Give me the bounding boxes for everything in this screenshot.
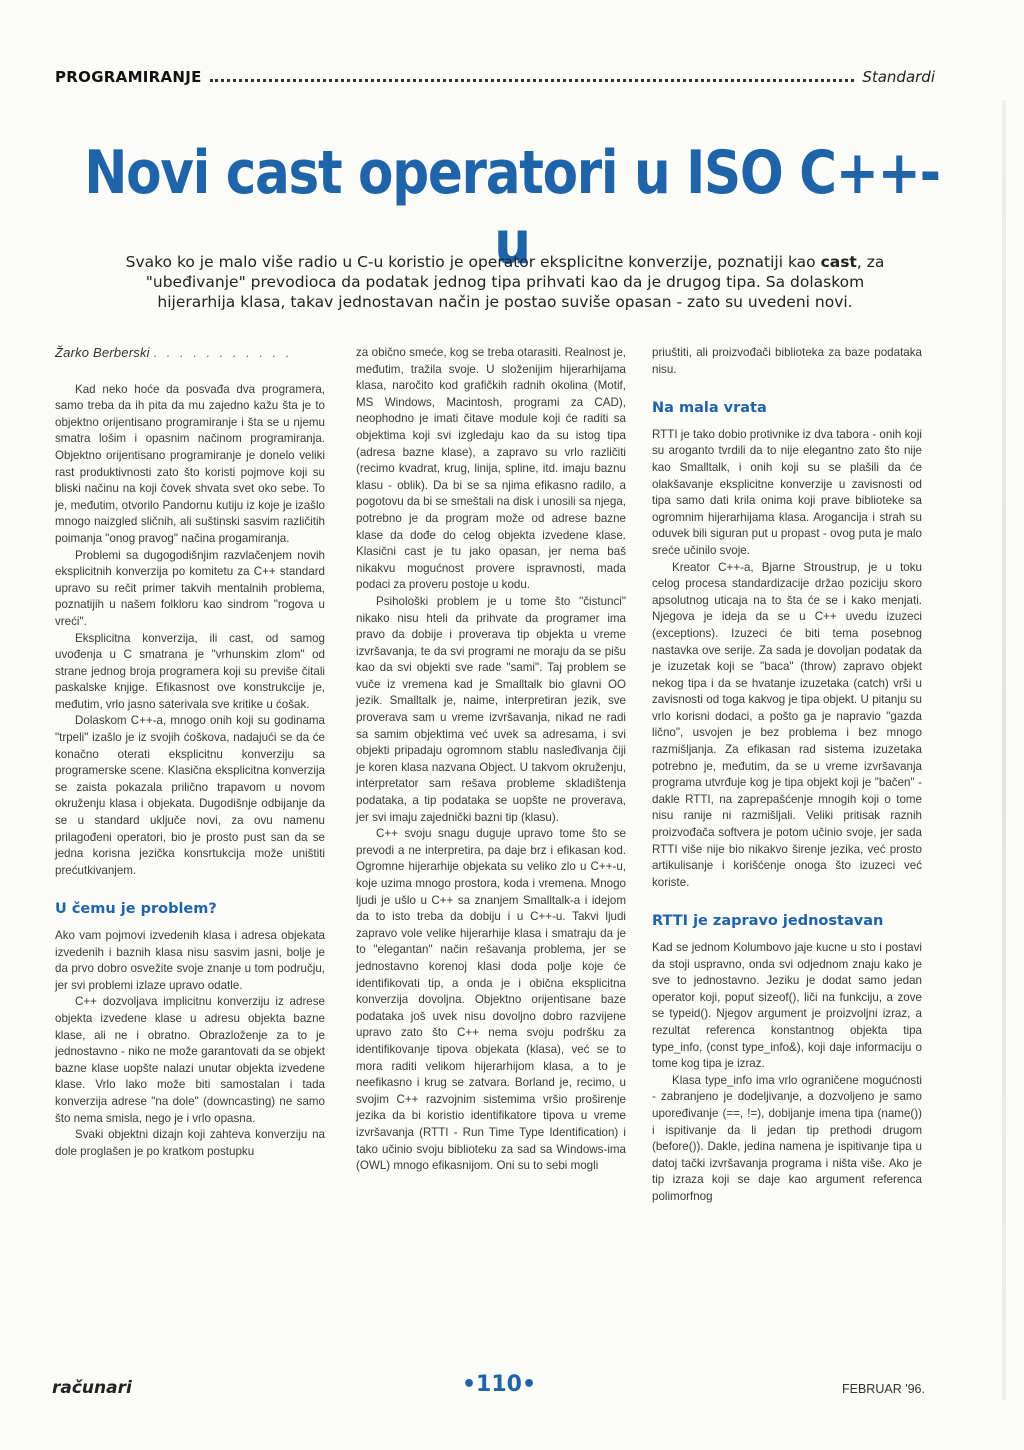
paragraph: Kreator C++-a, Bjarne Stroustrup, je u toku celog procesa standardizacije držao poziciju skoro apsolutnog uticaja na to šta će se i kako menjati. Njegova je ideja da se u C++ uvedu izuzeci (exceptions). Izuzeci će biti tema posebnog nastavka ove serije. Za sada je dovoljan podatak da je izuzetak koji se "baca" (throw) zapravo objekt nekog tipa i da se hvatanje izuzetaka (catch) vrši u zavisnosti od toga kakvog je tipa objekt. U pitanju su vrlo korisni dodaci, a pošto ga je napravio "gazda lično", usvojen je bez problema i bez mnogo razmišljanja. Za efikasan rad sistema izuzetaka potrebno je, međutim, da se u vreme izvršavanja programa utvrđuje kog je tipa objekt koji je "bačen" - dakle RTTI, na zaprepašćenje mnogih koji o tome nisu ranije ni razmišljali. Veliki pritisak raznih proizvođača softvera je potom učinio svoje, jer sada RTTI više nije bio nikakvo širenje jezika, već prosto artikulisanje i korišćenje onoga što izuzeci već koriste. (652, 560, 922, 889)
lead-text-2: , za "ubeđivanje" prevodioca da podatak jednog tipa prihvati kao da je drugog tipa. Sa dolaskom hijerarhija klasa, takav jednostavan način je postao suviše opasan - zato su uvedeni novi. (145, 253, 885, 311)
author-dots: . . . . . . . . . . . (153, 345, 293, 360)
magazine-name: računari (52, 1378, 132, 1398)
paragraph: C++ svoju snagu duguje upravo tome što se prevodi a ne interpretira, pa daje brz i efikasan kod. Ogromne hijerarhije objekata su veliko zlo u C++-u, koje uzima mnogo prostora, koda i vremena. Mnogo ljudi je ušlo u C++ sa znanjem Smalltalk-a i idejom da to isto treba da dobiju i u C++-u. Takvi ljudi zapravo vole velike hijerarhije klasa i smatraju da je to "elegantan" način rešavanja problema, jer se jednostavno korenoj klasi doda polje koje će identifikovati tip, a onda je i obična eksplicitna konverzija dovoljna. Objektno orijentisane baze podataka još uvek nisu dovoljno dobro razvijene upravo zato što C++ nema svoju podršku za identifikovanje tipova objekata (klasa), već se to mora raditi velikom hijerarhijom klasa, a to je neefikasno i krug se zatvara. Borland je, recimo, u svojim C++ razvojnim sistemima vršio proširenje jezika da bi koristio identifikatore tipova u vreme izvršavanja (RTTI - Run Time Type Identification) i tako učinio svoju biblioteku za sad sa Windows-ima (OWL) mnogo efikasnijom. Oni su to sebi mogli (356, 827, 626, 1173)
paragraph: Svaki objektni dizajn koji zahteva konverziju na dole proglašen je po kratkom postupku (55, 1128, 325, 1158)
section-heading: U čemu je problem? (55, 901, 217, 918)
column-2 (356, 345, 626, 1175)
header-dot-leader (210, 78, 855, 82)
paragraph: Ako vam pojmovi izvedenih klasa i adresa objekata izvedenih i baznih klasa nisu sasvim jasni, bolje je da prvo dobro osvežite svoje znanje u tom području, jer svi problemi izlaze upravo odatle. (55, 929, 325, 992)
lead-bold-term: cast (820, 253, 857, 271)
lead-text-1: Svako ko je malo više radio u C-u koristio je operator eksplicitne konverzije, poznatiji kao (125, 253, 821, 271)
paragraph: RTTI je tako dobio protivnike iz dva tabora - onih koji su aroganto tvrdili da to nije elegantno zato što nije kao Smalltalk, i onih koji su se plašili da će olakšavanje eksplicitne konverzije u zavisnosti od tipa samo dati krila onima koji prave biblioteke sa ogromnim hijerarhijama klasa. Arogancija i strah su oduvek bili siguran put u propast - ovog puta je malo sreće učinilo svoje. (652, 427, 922, 557)
author-name: Žarko Berberski (55, 345, 150, 360)
paragraph: Kad neko hoće da posvađa dva programera, samo treba da ih pita da mu zajedno kažu šta je to objektno orijentisano programiranje i šta se u njemu smatra lošim i opasnim načinom programiranja. Objektno orijentisano programiranje je donelo veliki rast produktivnosti zato što koristi pojmove koji su bliski načinu na koji čovek shvata svet oko sebe. To je, međutim, otvorilo Pandornu kutiju iz koje je izašlo mnogo naizgled sličnih, ali suštinski sasvim različitih poimanja "onog pravog" načina progamiranja. (55, 382, 325, 545)
paragraph: Psihološki problem je u tome što "čistunci" nikako nisu hteli da prihvate da programer ima pravo da dobije i proverava tip objekta u vreme izvršavanja, te da svi programi ne moraju da se pišu kao da svi objekti sve rade "sami". Taj problem se vuče iz vremena kad je Smalltalk bio glavni OO jezik. Smalltalk je, naime, interpretiran jezik, sve proverava sam u vreme izvršavanja, nikad ne radi sa samim objektima već uvek sa adresama, i svi objekti pripadaju ogromnom stablu nasleđivanja čiji je koren klasa nazvana Object. U takvom okruženju, interpretator sam rešava probleme skladištenja podataka, a tip podataka se uopšte ne proverava, jer svi imaju zajednički bazni tip (klasu). (356, 594, 626, 824)
page-number: •110• (462, 1372, 537, 1397)
paragraph: Klasa type_info ima vrlo ograničene mogućnosti - zabranjeno je dodeljivanje, a dozvoljeno je samo upoređivanje (==, !=), dobijanje imena tipa (name()) i ispitivanje da li jedan tip prethodi drugom (before()). Dakle, jedina namena je ispitivanje tipa u datoj tački izvršavanja programa i ništa više. Ako je tip izraza koji se daje kao argument referenca polimorfnog (652, 1073, 922, 1203)
paragraph: Kad se jednom Kolumbovo jaje kucne u sto i postavi da stoji uspravno, onda svi odjednom znaju kako je sve to jednostavno. Jeziku je dodat samo jedan operator koji, poput sizeof(), liči na funkciju, a zove se typeid(). Njegov argument je proizvoljni izraz, a rezultat referenca konstantnog objekta tipa type_info, (const type_info&), koji daje informaciju o tome kog tipa je izraz. (652, 941, 922, 1071)
column-3 (652, 345, 922, 1206)
paragraph: Problemi sa dugogodišnjim razvlačenjem novih eksplicitnih konverzija po komitetu za C++ standard upravo su rečit primer takvih mentalnih problema, poznatijih u našem folkloru kao sindrom "rogova u vreći". (55, 548, 325, 628)
category-label: Standardi (862, 68, 935, 86)
issue-date: FEBRUAR '96. (842, 1382, 925, 1396)
paragraph: Eksplicitna konverzija, ili cast, od samog uvođenja u C smatrana je "vrhunskim zlom" od strane jednog broja programera koji su previše čitali paskalske knjige. Efikasnost ove konstrukcije je, međutim, vrlo jasno saterivala sve kritike u ćošak. (55, 631, 325, 711)
page-edge (1002, 100, 1006, 1400)
article-title: Novi cast operatori u ISO C++-u (84, 138, 940, 278)
paragraph: Dolaskom C++-a, mnogo onih koji su godinama "trpeli" izašlo je iz svojih ćoškova, nadajući se da će konačno oterati eksplicitnu konverziju sa programerske scene. Klasična eksplicitna konverzija se zaista pokazala prilično trapavom u novom okruženju klasa i objekata. Dugodišnje odbijanje da se u standard uključe novi, za ovu namenu prilagođeni operatori, bio je prosto pust san da se jedna korisna jezička konsrtukcija može uništiti prećutkivanjem. (55, 714, 325, 877)
article-lead (105, 252, 905, 312)
author-byline (55, 345, 325, 362)
paragraph: priuštiti, ali proizvođači biblioteka za baze podataka nisu. (652, 346, 922, 376)
section-label: PROGRAMIRANJE (55, 68, 202, 86)
paragraph: za obično smeće, kog se treba otarasiti. Realnost je, međutim, tražila svoje. U složenijim hijerarhijama klasa, naročito kod grafičkih radnih okolina (Motif, MS Windows, Macintosh, programi za CAD), neophodno je imati čitave module koji će raditi sa objektima koji svi izgledaju kao da su istog tipa (adresa bazne klase), a zapravo su vrlo različiti (recimo kvadrat, krug, linija, spline, itd. imaju baznu klasu - oblik). Da bi se sa njima efikasno radilo, a pogotovu da bi se smeštali na disk i unosili sa njega, potrebno je da program može od adrese bazne klase da dođe do celog objekta izvedene klase. Klasični cast je tu jako opasan, jer nema baš nikakvu mogućnost provere ispravnosti, mada podaci za proveru postoje u kodu. (356, 346, 626, 592)
running-header (55, 68, 935, 92)
section-heading: RTTI je zapravo jednostavan (652, 913, 884, 930)
section-heading: Na mala vrata (652, 400, 767, 417)
paragraph: C++ dozvoljava implicitnu konverziju iz adrese objekta izvedene klase u adresu objekta bazne klase, ali ne i obratno. Obrazloženje za to je jednostavno - niko ne može garantovati da se objekt bazne klase uopšte nalazi unutar objekta izvedene klase. Vrlo lako može biti samostalan i tada konverzija adrese "na dole" (downcasting) ne samo što nema smisla, nego je i vrlo opasna. (55, 995, 325, 1125)
column-1 (55, 345, 325, 1160)
